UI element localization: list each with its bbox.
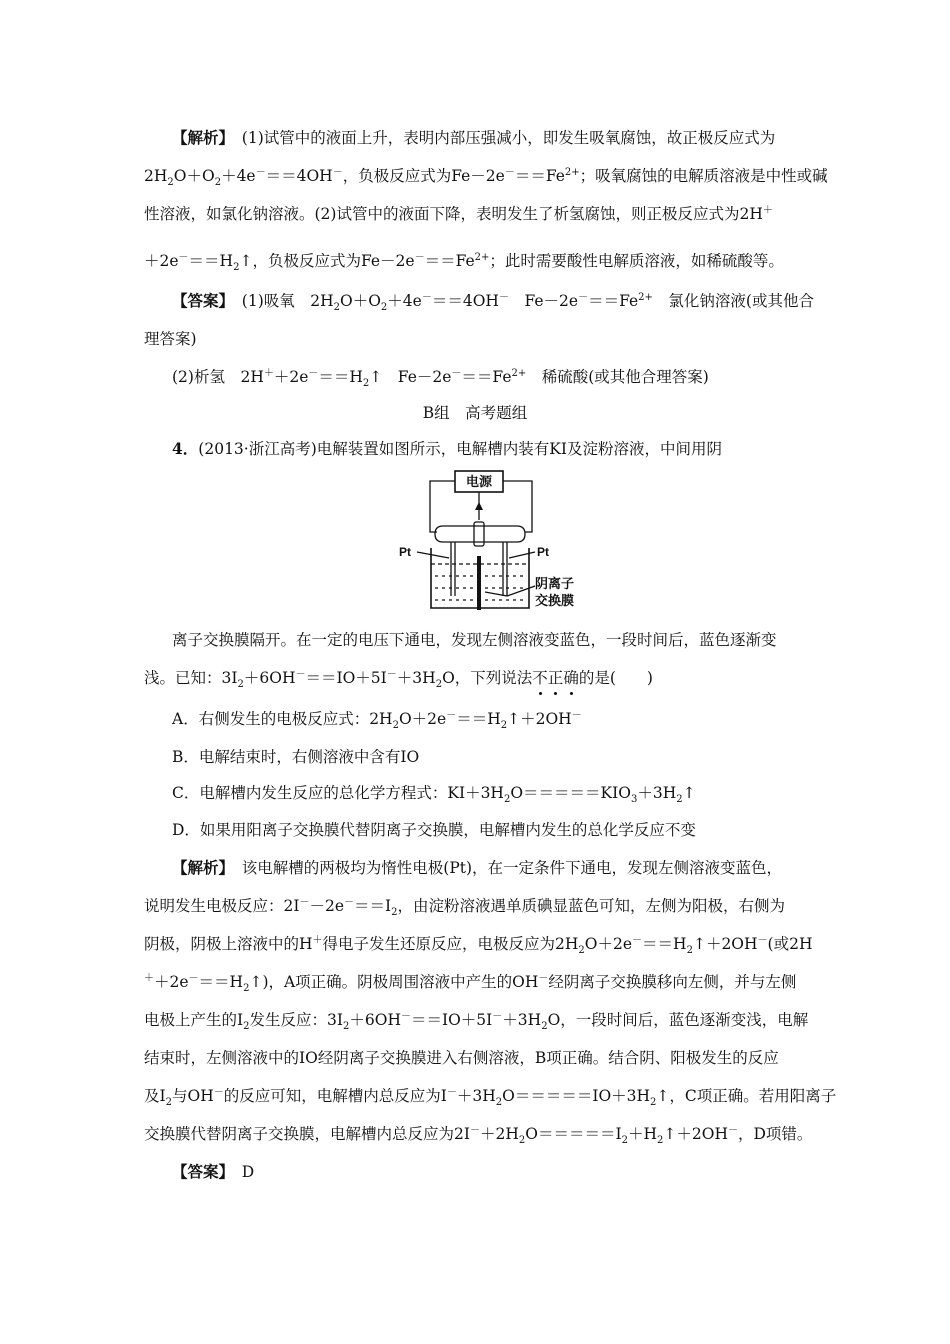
answer-2	[172, 1162, 254, 1182]
answer-tag: 【答案】	[172, 1162, 227, 1181]
answer-1-line-1: 【答案】 (1)吸氧 $2H_2O+O_2+4e^-==4OH^-$ $Fe-2e^-==Fe^{2+}$ 氯化钠溶液(或其他合	[172, 291, 814, 314]
answer-tag: 【答案】	[172, 291, 227, 310]
analysis-paragraph-2-line-8: 交换膜代替阴离子交换膜，电解槽内总反应为$2I^-+2H_2O=====I_2+H_2↑+2OH^-$，D项错。	[144, 1124, 813, 1147]
option-a: A．右侧发生的电极反应式：$2H_2O+2e^-==H_2↑+2OH^-$	[172, 709, 582, 732]
top-tube	[435, 526, 525, 542]
power-label: 电源	[465, 474, 493, 489]
question-4-line-3: 浅。已知：$3I_2+6OH^-==IO+5I^-+3H_2O$，下列说法不正确的是( )	[144, 668, 653, 691]
analysis-paragraph-1-line-2: $2H_2O+O_2+4e^-==4OH^-$，负极反应式为$Fe-2e^-==Fe^{2+}$；吸氧腐蚀的电解质溶液是中性或碱	[144, 166, 828, 189]
analysis-paragraph-2-line-3: 阴极，阴极上溶液中的H＋得电子发生还原反应，电极反应为$2H_2O+2e^-==H_2↑+2OH^-$(或2H	[144, 934, 813, 957]
option-c: C．电解槽内发生反应的总化学方程式：$KI+3H_2O=====KIO_3+3H_2↑$	[172, 784, 696, 806]
question-number: 4．	[172, 439, 199, 458]
analysis-tag: 【解析】	[172, 128, 227, 147]
left-wire	[430, 481, 455, 532]
answer-1-line-3: (2)析氢 $2H^++2e^-==H_2↑$ $Fe-2e^-==Fe^{2+}$ 稀硫酸(或其他合理答案)	[172, 367, 709, 390]
ion-exchange-membrane	[477, 556, 481, 610]
membrane-label-1: 阴离子	[535, 576, 575, 591]
answer-value: D	[241, 1163, 255, 1181]
membrane-label-2: 交换膜	[535, 593, 575, 608]
pt-right-label: Pt	[537, 545, 549, 559]
question-4-line-2: 离子交换膜隔开。在一定的电压下通电，发现左侧溶液变蓝色，一段时间后，蓝色逐渐变	[172, 631, 777, 649]
option-d: D．如果用阳离子交换膜代替阴离子交换膜，电解槽内发生的总化学反应不变	[172, 821, 696, 839]
analysis-paragraph-2-line-5: 电极上产生的$I_2$发生反应：$3I_2+6OH^-==IO+5I^-+3H_2O$，一段时间后，蓝色逐渐变浅，电解	[144, 1010, 809, 1033]
analysis-paragraph-2-line-4: $^++2e^-==H_2↑$)，A项正确。阴极周围溶液中产生的OH－经阴离子交换膜移向左侧，并与左侧	[144, 972, 797, 995]
pt-left-label: Pt	[399, 545, 411, 559]
analysis-paragraph-2-line-7: 及$I_2$与OH－的反应可知，电解槽内总反应为$I^-+3H_2O=====IO+3H_2↑$，C项正确。若用阳离子	[144, 1086, 837, 1109]
analysis-paragraph-1-line-1: 【解析】 (1)试管中的液面上升，表明内部压强减小，即发生吸氧腐蚀，故正极反应式为	[172, 128, 776, 147]
section-heading: B组 高考题组	[422, 404, 528, 422]
question-4-line-1: 4．(2013·浙江高考)电解装置如图所示，电解槽内装有KI及淀粉溶液，中间用阴	[172, 439, 722, 458]
analysis-paragraph-1-line-4: $+2e^-==H_2↑$，负极反应式为$Fe-2e^-==Fe^{2+}$；此时需要酸性电解质溶液，如稀硫酸等。	[144, 251, 784, 274]
analysis-paragraph-1-line-3: 性溶液，如氯化钠溶液。(2)试管中的液面下降，表明发生了析氢腐蚀，则正极反应式为2H＋	[144, 204, 773, 223]
analysis-paragraph-2-line-6: 结束时，左侧溶液中的IO经阴离子交换膜进入右侧溶液，B项正确。结合阴、阳极发生的反应	[144, 1049, 779, 1067]
answer-1-line-2: 理答案)	[144, 330, 197, 348]
electrolysis-apparatus-figure	[395, 466, 605, 616]
option-b: B．电解结束时，右侧溶液中含有IO	[172, 748, 420, 766]
analysis-tag: 【解析】	[172, 858, 227, 877]
analysis-paragraph-2-line-1: 【解析】 该电解槽的两极均为惰性电极(Pt)，在一定条件下通电，发现左侧溶液变蓝色，	[172, 858, 783, 877]
right-wire	[503, 481, 532, 532]
analysis-paragraph-2-line-2: 说明发生电极反应：$2I^--2e^-==I_2$，由淀粉溶液遇单质碘显蓝色可知，左侧为阳极，右侧为	[144, 896, 786, 919]
